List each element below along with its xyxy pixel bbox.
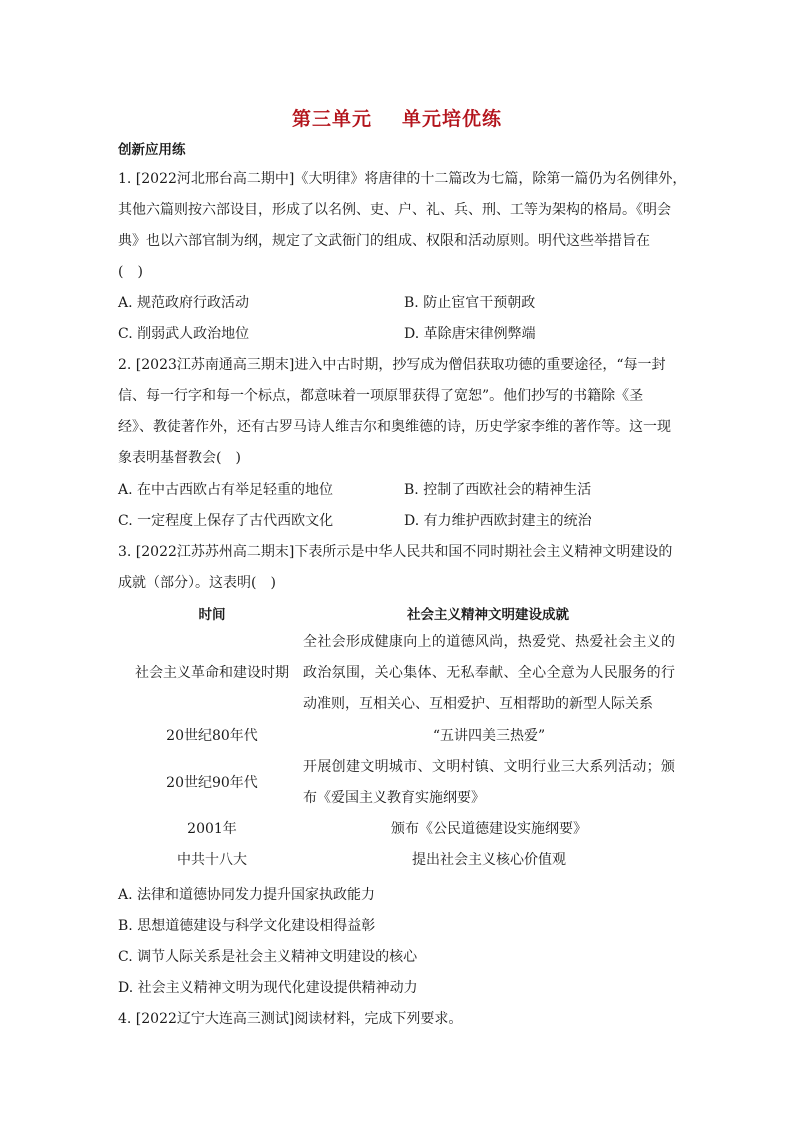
unit-title: 第三单元: [291, 108, 372, 130]
table-header-achievement: 社会主义精神文明建设成就: [407, 607, 569, 623]
question-text-line: 其他六篇则按六部设目，形成了以名例、吏、户、礼、兵、刑、工等为架构的格局。《明会: [118, 202, 671, 218]
question-text-line: 4. [2022辽宁大连高三测试]阅读材料，完成下列要求。: [118, 1011, 463, 1027]
table-cell-period: 20世纪90年代: [166, 775, 258, 791]
question-text-line: 经》、教徒著作外，还有古罗马诗人维吉尔和奥维德的诗，历史学家李维的著作等。这一现: [118, 419, 671, 435]
table-cell-achievement: 颁布《公民道德建设实施纲要》: [391, 821, 587, 837]
unit-subtitle: 单元培优练: [402, 108, 503, 130]
option-d[interactable]: D. 社会主义精神文明为现代化建设提供精神动力: [118, 980, 418, 996]
question-text-line: 成就（部分）。这表明( ): [118, 575, 276, 591]
question-text-line: ( ): [118, 264, 143, 280]
option-a[interactable]: A. 法律和道德协同发力提升国家执政能力: [118, 887, 376, 903]
option-b[interactable]: B. 控制了西欧社会的精神生活: [404, 482, 592, 498]
question-text-line: 3. [2022江苏苏州高二期末]下表所示是中华人民共和国不同时期社会主义精神文明建设的: [118, 544, 673, 560]
table-cell-period: 社会主义革命和建设时期: [135, 665, 289, 681]
table-cell-period: 中共十八大: [177, 852, 247, 868]
question-text-line: 象表明基督教会( ): [118, 450, 241, 466]
table-header-period: 时间: [198, 607, 226, 623]
option-a[interactable]: A. 规范政府行政活动: [118, 295, 250, 311]
question-text-line: 典》也以六部官制为纲，规定了文武衙门的组成、权限和活动原则。明代这些举措旨在: [118, 233, 650, 249]
table-cell-achievement: 开展创建文明城市、文明村镇、文明行业三大系列活动；颁布《爱国主义教育实施纲要》: [303, 759, 675, 806]
question-text-line: 2. [2023江苏南通高三期末]进入中古时期，抄写成为僧侣获取功德的重要途径，“每一封: [118, 357, 666, 373]
question-text-line: 信、每一行字和每一个标点，都意味着一项原罪获得了宽恕”。他们抄写的书籍除《圣: [118, 388, 644, 404]
page-title: [0, 104, 794, 131]
question-text-line: 1. [2022河北邢台高二期中]《大明律》将唐律的十二篇改为七篇，除第一篇仍为名例律外，: [118, 171, 687, 187]
option-d[interactable]: D. 有力维护西欧封建主的统治: [404, 513, 592, 529]
table-cell-period: 20世纪80年代: [166, 728, 258, 744]
option-a[interactable]: A. 在中古西欧占有举足轻重的地位: [118, 482, 334, 498]
section-heading: 创新应用练: [118, 142, 186, 158]
table-cell-achievement: 提出社会主义核心价值观: [412, 852, 566, 868]
option-d[interactable]: D. 革除唐宋律例弊端: [404, 326, 536, 342]
option-b[interactable]: B. 思想道德建设与科学文化建设相得益彰: [118, 918, 376, 934]
option-b[interactable]: B. 防止宦官干预朝政: [404, 295, 536, 311]
option-c[interactable]: C. 一定程度上保存了古代西欧文化: [118, 513, 334, 529]
table-cell-achievement: “五讲四美三热爱”: [432, 728, 546, 744]
option-c[interactable]: C. 削弱武人政治地位: [118, 326, 250, 342]
table-cell-achievement: 全社会形成健康向上的道德风尚，热爱党、热爱社会主义的政治氛围，关心集体、无私奉献、全心全意为人民服务的行动准则，互相关心、互相爱护、互相帮助的新型人际关系: [303, 634, 675, 712]
option-c[interactable]: C. 调节人际关系是社会主义精神文明建设的核心: [118, 949, 418, 965]
table-cell-period: 2001年: [187, 821, 237, 837]
